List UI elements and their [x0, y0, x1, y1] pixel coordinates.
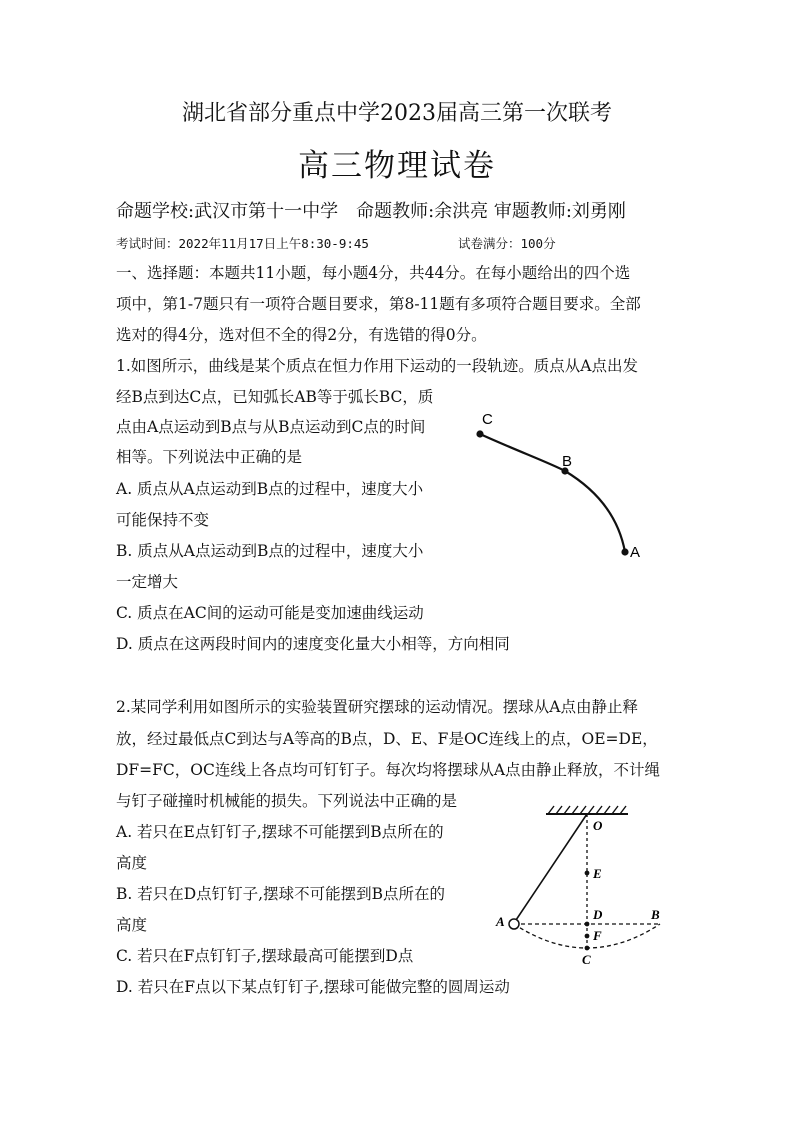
label-b: B — [562, 453, 573, 470]
q1-option-d: D. 质点在这两段时间内的速度变化量大小相等，方向相同 — [116, 635, 510, 653]
label-a: A — [496, 914, 505, 929]
q1-option-c: C. 质点在AC间的运动可能是变加速曲线运动 — [116, 604, 424, 622]
label-c: C — [482, 411, 493, 428]
ceiling-hatch — [548, 806, 626, 814]
q2-option-a: A. 若只在E点钉钉子,摆球不可能摆到B点所在的 — [116, 823, 444, 841]
label-d: D — [593, 907, 603, 922]
label-e: E — [593, 866, 602, 881]
section-intro-line-1: 一、选择题：本题共11小题，每小题4分，共44分。在每小题给出的四个选 — [116, 264, 631, 282]
setters-info: 命题学校:武汉市第十一中学 命题教师:余洪亮 审题教师:刘勇刚 — [116, 201, 626, 222]
label-f: F — [593, 928, 602, 943]
label-o: O — [593, 818, 603, 833]
q2-stem-line-4: 与钉子碰撞时机械能的损失。下列说法中正确的是 — [116, 792, 458, 810]
q1-trajectory-figure — [470, 405, 650, 570]
q2-stem-line-1: 2.某同学利用如图所示的实验装置研究摆球的运动情况。摆球从A点由静止释 — [116, 698, 638, 716]
label-c: C — [582, 952, 591, 967]
exam-title: 湖北省部分重点中学2023届高三第一次联考 — [182, 101, 612, 126]
trajectory-curve — [480, 434, 625, 552]
q1-stem-line-2: 经B点到达C点，已知弧长AB等于弧长BC，质 — [116, 388, 434, 406]
pendulum-string — [514, 814, 587, 923]
q1-stem-line-4: 相等。下列说法中正确的是 — [116, 448, 303, 466]
pendulum-ball — [509, 919, 519, 929]
q2-option-b-cont: 高度 — [116, 916, 148, 934]
q2-pendulum-figure — [490, 800, 680, 970]
q1-option-b-cont: 一定增大 — [116, 573, 179, 591]
section-intro-line-2: 项中，第1-7题只有一项符合题目要求，第8-11题有多项符合题目要求。全部 — [116, 295, 641, 313]
label-b: B — [651, 907, 660, 922]
q1-stem-line-1: 1.如图所示，曲线是某个质点在恒力作用下运动的一段轨迹。质点从A点出发 — [116, 357, 638, 375]
q2-option-a-cont: 高度 — [116, 854, 148, 872]
q1-option-a: A. 质点从A点运动到B点的过程中，速度大小 — [116, 480, 424, 498]
point-c — [476, 430, 483, 437]
full-score: 试卷满分：100分 — [458, 236, 556, 251]
q2-option-d: D. 若只在F点以下某点钉钉子,摆球可能做完整的圆周运动 — [116, 978, 510, 996]
q2-stem-line-2: 放，经过最低点C到达与A等高的B点，D、E、F是OC连线上的点，OE=DE， — [116, 730, 658, 748]
exam-time: 考试时间：2022年11月17日上午8:30-9:45 — [116, 236, 369, 251]
point-f — [585, 934, 590, 939]
q2-stem-line-3: DF=FC，OC连线上各点均可钉钉子。每次均将摆球从A点由静止释放，不计绳 — [116, 761, 661, 779]
point-c — [585, 946, 590, 951]
q1-option-b: B. 质点从A点运动到B点的过程中，速度大小 — [116, 542, 424, 560]
q1-stem-line-3: 点由A点运动到B点与从B点运动到C点的时间 — [116, 418, 426, 436]
point-e — [585, 871, 590, 876]
q2-option-b: B. 若只在D点钉钉子,摆球不可能摆到B点所在的 — [116, 885, 445, 903]
paper-title: 高三物理试卷 — [298, 148, 496, 184]
q1-option-a-cont: 可能保持不变 — [116, 511, 210, 529]
label-a: A — [630, 544, 641, 561]
point-a — [621, 548, 628, 555]
point-d — [585, 922, 590, 927]
section-intro-line-3: 选对的得4分，选对但不全的得2分，有选错的得0分。 — [116, 326, 487, 344]
q2-option-c: C. 若只在F点钉钉子,摆球最高可能摆到D点 — [116, 947, 414, 965]
